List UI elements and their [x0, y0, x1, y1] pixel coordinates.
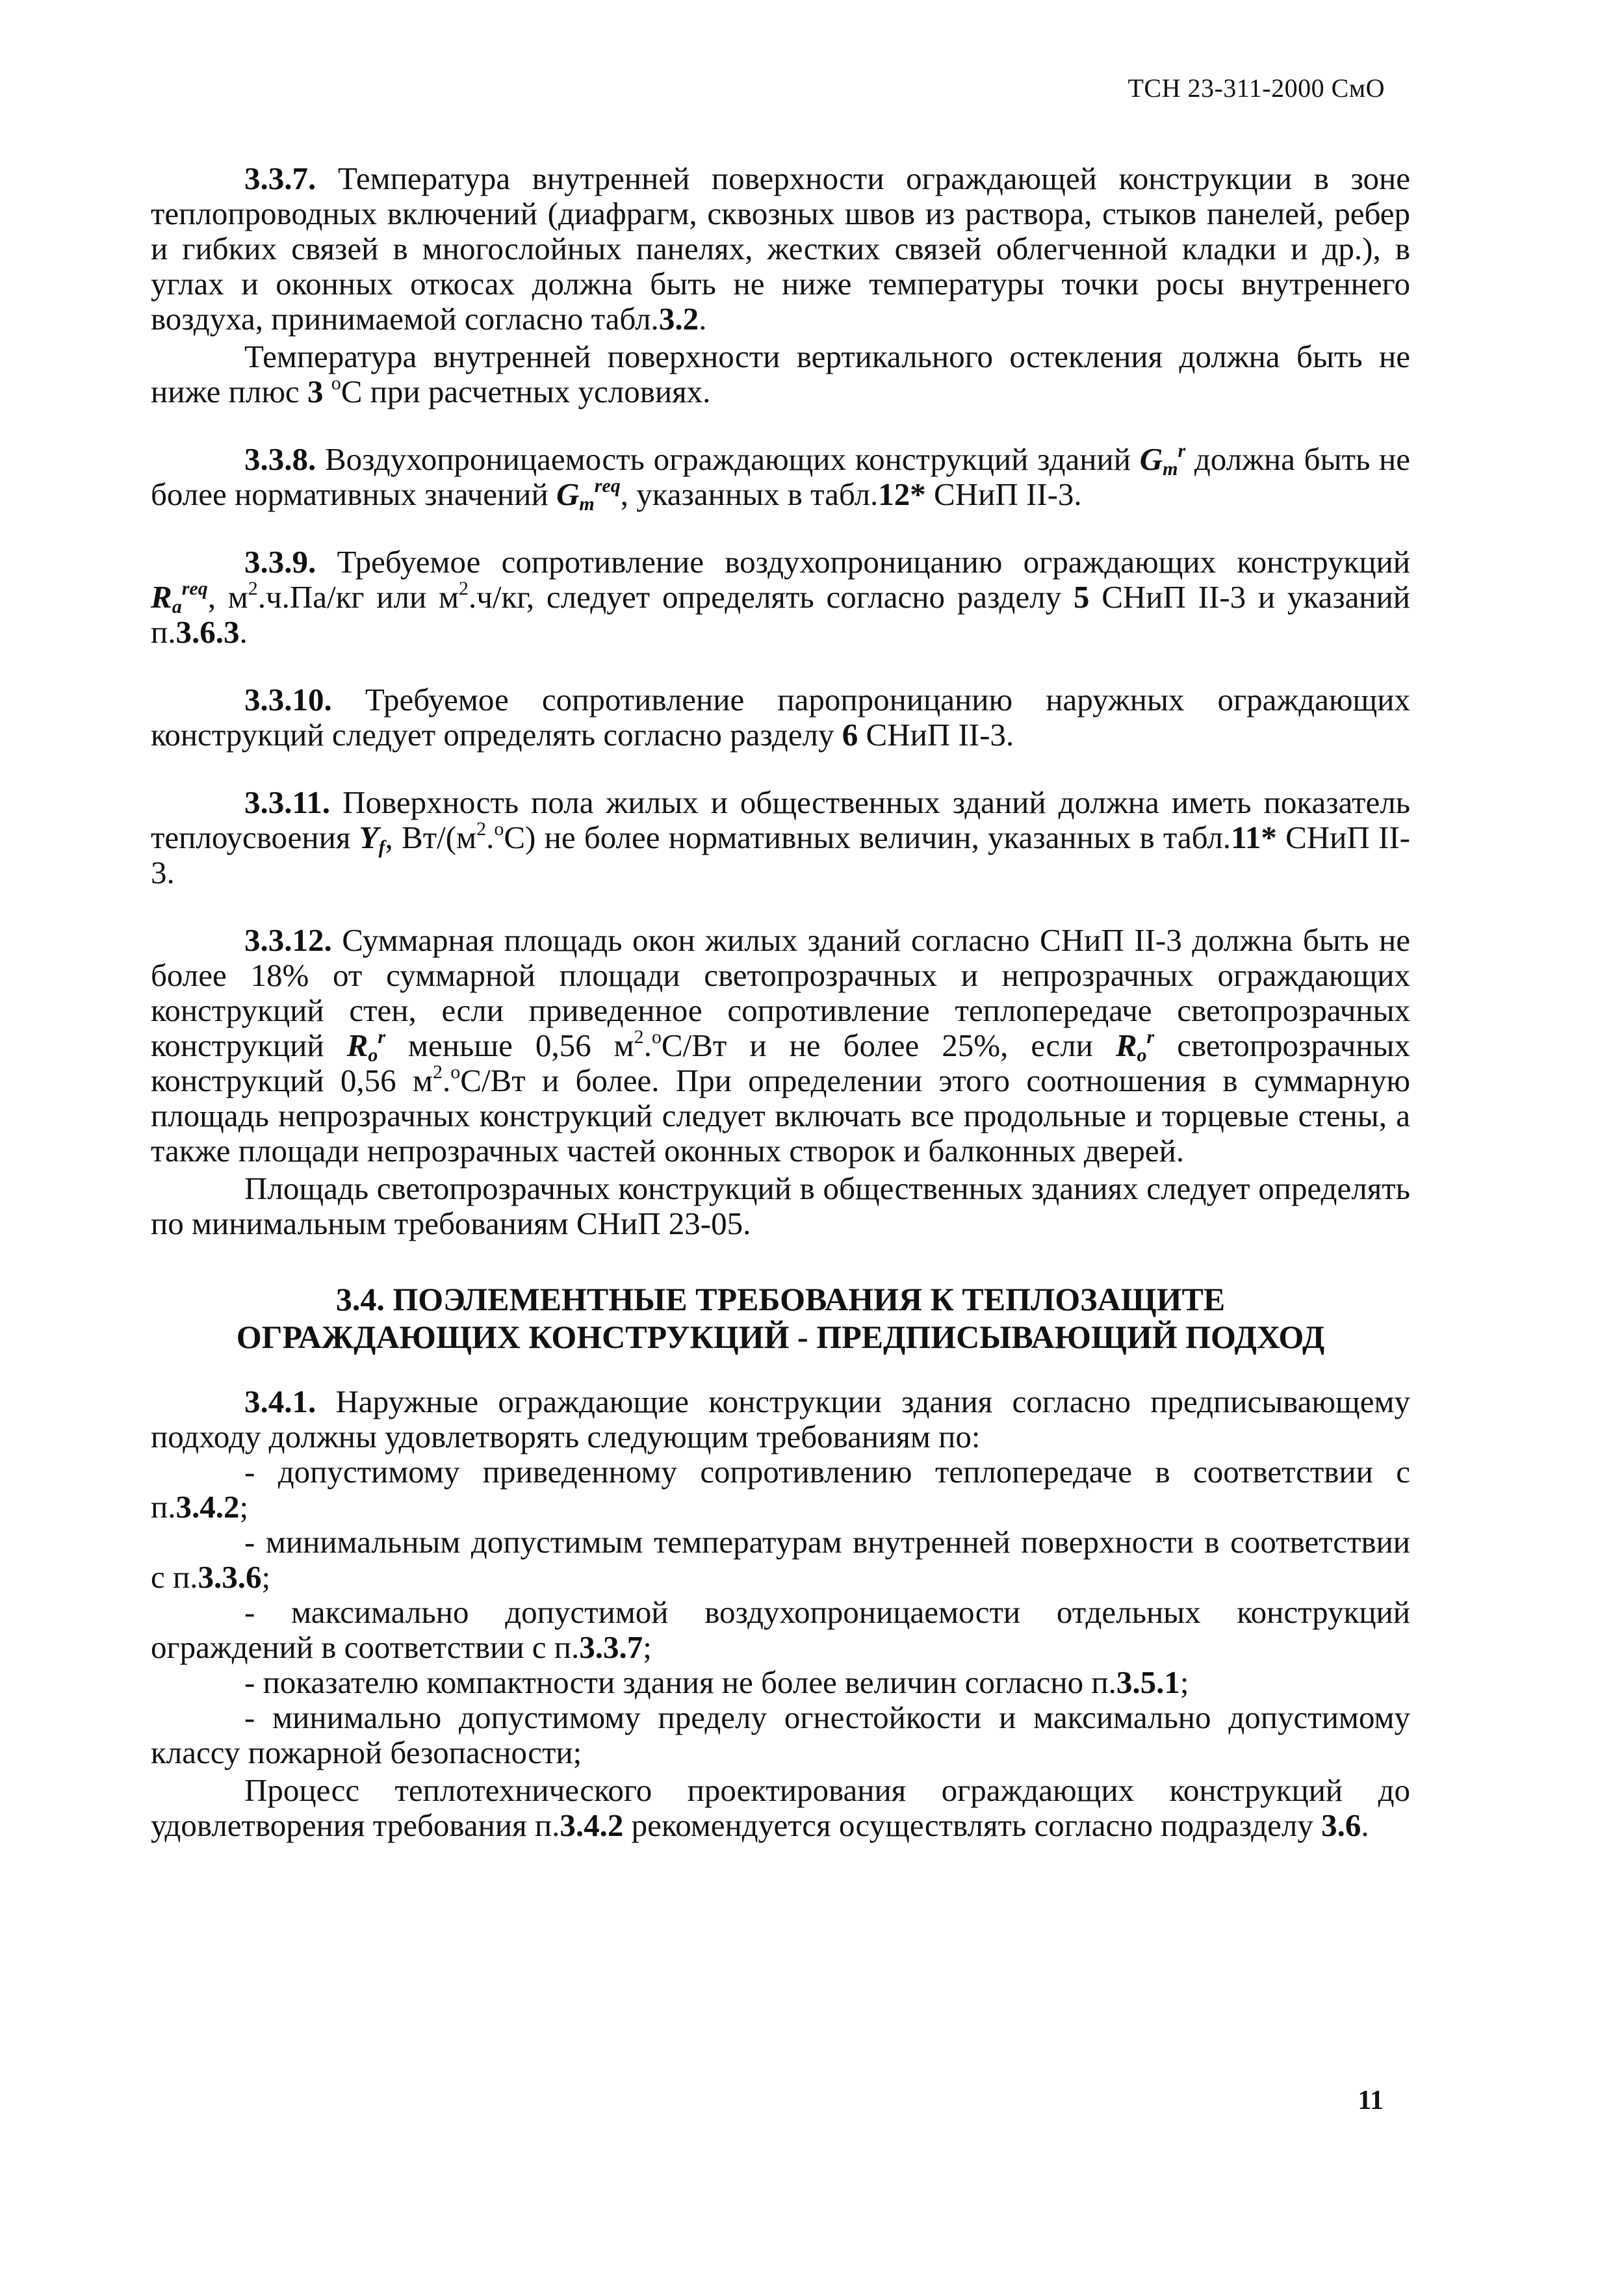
list-item-text: - показателю компактности здания не более величин согласно п.	[244, 1664, 1116, 1700]
clause-reference: 3.4.2	[175, 1489, 240, 1525]
paragraph-text: , м	[207, 579, 248, 615]
paragraph-text: , указанных в табл.	[620, 476, 879, 512]
list-item-text: - минимально допустимому пределу огнестойкости и максимально допустимому классу пожарной безопасности;	[151, 1699, 1410, 1770]
paragraph-text: , Вт/(м	[385, 820, 477, 855]
list-item	[151, 1595, 1410, 1665]
paragraph-text: СНиП II-3.	[151, 820, 1410, 890]
paragraph-text: Требуемое сопротивление воздухопроницанию ограждающих конструкций	[316, 544, 1410, 580]
paragraph-text: .ч/кг, следует определять согласно разделу	[469, 579, 1074, 615]
page-body	[151, 161, 1410, 1843]
page-number: 11	[1358, 2086, 1384, 2115]
list-item	[151, 1454, 1410, 1525]
section-heading-line-1: 3.4. ПОЭЛЕМЕНТНЫЕ ТРЕБОВАНИЯ К ТЕПЛОЗАЩИТЕ	[335, 1281, 1226, 1317]
paragraph-text: Температура внутренней поверхности вертикального остекления должна быть не ниже плюс	[151, 339, 1410, 409]
clause-number: 3.4.1.	[244, 1384, 316, 1419]
punctuation: ;	[643, 1629, 652, 1665]
paragraph-3-4-1	[151, 1384, 1410, 1454]
paragraph-text: .	[643, 1027, 652, 1063]
symbol-r: R	[1115, 1027, 1137, 1063]
paragraph-3-3-12	[151, 923, 1410, 1169]
punctuation: .	[1361, 1807, 1369, 1843]
paragraph-3-3-11	[151, 785, 1410, 890]
degree-sign: о	[651, 1026, 662, 1048]
paragraph-text: СНиП II-3.	[858, 717, 1014, 753]
exponent: 2	[248, 578, 258, 599]
paragraph-text: должна быть не более нормативных значений	[151, 441, 1410, 512]
paragraph-text: светопрозрачных конструкций 0,56 м	[151, 1027, 1410, 1098]
paragraph-text: .ч.Па/кг или м	[257, 579, 459, 615]
section-reference: 6	[842, 717, 858, 753]
paragraph-text: Воздухопроницаемость ограждающих конструкций зданий	[316, 441, 1140, 477]
symbol-g-req: G	[556, 476, 580, 512]
section-heading-line-2: ОГРАЖДАЮЩИХ КОНСТРУКЦИЙ - ПРЕДПИСЫВАЮЩИЙ ПОДХОД	[236, 1319, 1325, 1355]
paragraph-3-3-8	[151, 440, 1410, 515]
temperature-value: 3	[307, 374, 324, 409]
clause-reference: 3.3.6	[198, 1559, 262, 1595]
paragraph-public-buildings	[151, 1171, 1410, 1241]
paragraph-3-3-7	[151, 161, 1410, 337]
paragraph-text: Площадь светопрозрачных конструкций в общественных зданиях следует определять по минимальным требованиям СНиП 23-05.	[151, 1170, 1410, 1241]
list-item	[151, 1525, 1410, 1595]
clause-number: 3.3.11.	[244, 784, 331, 820]
paragraph-text: Температура внутренней поверхности ограждающей конструкции в зоне теплопроводных включений (диафрагм, сквозных швов из раствора, стыков панелей, ребер и гибких связей в многослойных панелях, жестких связей облегченной кладки и др.), в углах и оконных откосах должна быть не ниже температуры точки росы внутреннего воздуха, принимаемой согласно табл.	[151, 161, 1410, 337]
table-reference: 12*	[878, 476, 926, 512]
paragraph-text: С при расчетных условиях.	[341, 374, 711, 409]
paragraph-design-process	[151, 1773, 1410, 1843]
symbol-superscript: req	[594, 475, 621, 497]
punctuation: .	[239, 614, 248, 650]
paragraph-text: Поверхность пола жилых и общественных зданий должна иметь показатель теплоусвоения	[151, 784, 1410, 855]
clause-reference: 3.5.1	[1116, 1664, 1180, 1700]
paragraph-text: рекомендуется осуществлять согласно подразделу	[623, 1807, 1322, 1843]
exponent: 2	[634, 1026, 644, 1048]
clause-number: 3.3.12.	[244, 922, 332, 958]
punctuation: ;	[1179, 1664, 1189, 1700]
paragraph-text: .	[443, 1063, 451, 1098]
list-item-text: - максимально допустимой воздухопроницаемости отдельных конструкций ограждений в соответствии с п.	[151, 1594, 1410, 1665]
degree-sign: о	[494, 818, 504, 840]
symbol-subscript: m	[579, 493, 595, 515]
list-item-text: - минимальным допустимым температурам внутренней поверхности в соответствии с п.	[151, 1524, 1410, 1595]
punctuation: .	[699, 301, 707, 337]
list-item	[151, 1665, 1410, 1700]
symbol-superscript: r	[1146, 1026, 1155, 1048]
paragraph-text: С/Вт и не более 25%, если	[661, 1027, 1116, 1063]
paragraph-text: Требуемое сопротивление паропроницанию наружных ограждающих конструкций следует определять согласно разделу	[151, 682, 1410, 753]
paragraph-text: С/Вт и более. При определении этого соотношения в суммарную площадь непрозрачных конструкций следует включать все продольные и торцевые стены, а также площади непрозрачных частей оконных створок и балконных дверей.	[151, 1063, 1410, 1169]
symbol-subscript: m	[1163, 458, 1178, 480]
paragraph-text: .	[486, 820, 495, 855]
symbol-y: Y	[359, 820, 379, 855]
subsection-reference: 3.6	[1321, 1807, 1361, 1843]
degree-sign: о	[450, 1061, 461, 1083]
paragraph-text: Наружные ограждающие конструкции здания согласно предписывающему подходу должны удовлетворять следующим требованиям по:	[151, 1384, 1410, 1454]
paragraph-3-3-10	[151, 682, 1410, 753]
exponent: 2	[433, 1061, 443, 1083]
clause-number: 3.3.10.	[244, 682, 332, 717]
clause-reference: 3.6.3	[175, 614, 240, 650]
paragraph-text: СНиП II-3.	[925, 476, 1082, 512]
clause-reference: 3.3.7	[579, 1629, 643, 1665]
list-item-text: - допустимому приведенному сопротивлению теплопередаче в соответствии с п.	[151, 1454, 1410, 1525]
paragraph-text: меньше 0,56 м	[385, 1027, 634, 1063]
punctuation: ;	[261, 1559, 271, 1595]
symbol-r: R	[151, 579, 172, 615]
document-code: ТСН 23-311-2000 СмО	[1128, 73, 1385, 103]
list-item	[151, 1700, 1410, 1770]
clause-number: 3.3.8.	[244, 441, 316, 477]
table-reference: 3.2	[658, 301, 699, 337]
paragraph-text: Процесс теплотехнического проектирования ограждающих конструкций до удовлетворения требования п.	[151, 1772, 1410, 1843]
clause-number: 3.3.7.	[244, 161, 316, 196]
symbol-subscript: f	[378, 836, 385, 858]
paragraph-3-3-9	[151, 545, 1410, 650]
clause-reference: 3.4.2	[560, 1807, 624, 1843]
symbol-g: G	[1139, 441, 1163, 477]
exponent: 2	[459, 578, 469, 599]
symbol-superscript: r	[378, 1026, 386, 1048]
paragraph-text: С) не более нормативных величин, указанных в табл.	[504, 820, 1231, 855]
symbol-subscript: a	[172, 596, 182, 617]
paragraph-text: СНиП II-3 и указаний п.	[151, 579, 1410, 650]
symbol-superscript: r	[1178, 440, 1186, 461]
section-heading-3-4	[151, 1280, 1410, 1356]
section-reference: 5	[1073, 579, 1090, 615]
symbol-subscript: o	[1137, 1044, 1147, 1066]
symbol-r: R	[346, 1027, 368, 1063]
punctuation: ;	[239, 1489, 249, 1525]
clause-number: 3.3.9.	[244, 544, 316, 580]
paragraph-glazing-temperature	[151, 339, 1410, 409]
table-reference: 11*	[1231, 820, 1277, 855]
symbol-subscript: o	[368, 1044, 378, 1066]
paragraph-text: Суммарная площадь окон жилых зданий согласно СНиП II-3 должна быть не более 18% от суммарной площади светопрозрачных и непрозрачных ограждающих конструкций стен, если приведенное сопротивление теплопередаче светопрозрачных конструкций	[151, 922, 1410, 1063]
exponent: 2	[476, 818, 487, 840]
degree-sign: о	[331, 372, 341, 394]
symbol-superscript: req	[181, 578, 208, 599]
